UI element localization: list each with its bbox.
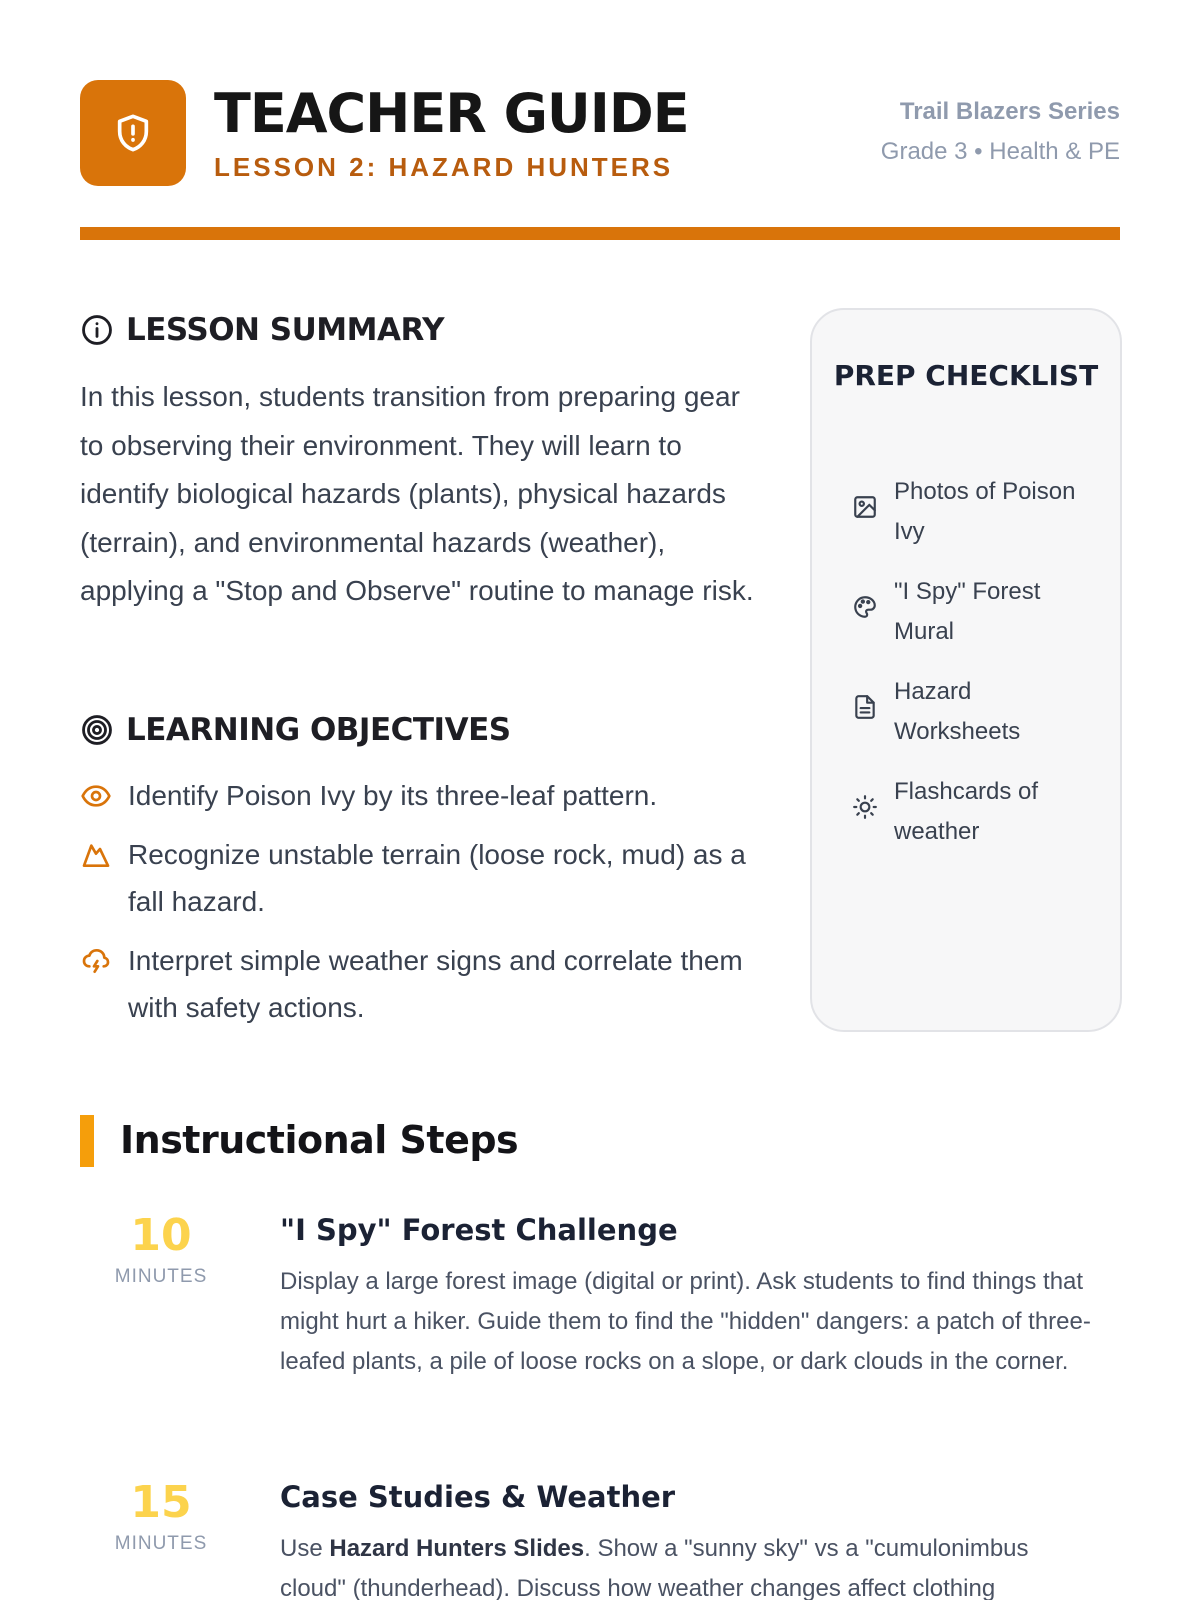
prep-item-text: "I Spy" Forest Mural	[894, 578, 1041, 645]
mountain-icon	[80, 839, 112, 871]
page-header	[80, 80, 1120, 190]
step-description: Display a large forest image (digital or print). Ask students to find things that might hurt a hiker. Guide them to find the "hidden" dangers: a patch of three-leafed plants, a pile of loose rocks on a slope, or dark clouds in the corner.	[280, 1268, 1091, 1375]
shield-alert-icon	[113, 113, 153, 153]
step-duration	[110, 1210, 212, 1290]
eye-icon	[80, 780, 112, 812]
storm-cloud-icon	[80, 945, 112, 977]
lesson-subtitle: LESSON 2: HAZARD HUNTERS	[214, 152, 674, 182]
page-title: TEACHER GUIDE	[214, 82, 689, 145]
palette-icon	[852, 594, 878, 620]
prep-checklist-title: PREP CHECKLIST	[833, 359, 1099, 392]
list-item	[852, 572, 1092, 652]
prep-checklist-card	[810, 308, 1122, 1032]
step-minutes-unit: MINUTES	[114, 1533, 208, 1554]
step-duration	[110, 1477, 212, 1557]
series-name: Trail Blazers Series	[899, 98, 1120, 125]
steps-heading: Instructional Steps	[120, 1118, 519, 1162]
list-item	[852, 772, 1092, 852]
step-title: "I Spy" Forest Challenge	[280, 1213, 678, 1247]
list-item	[852, 472, 1092, 552]
step-text-pre: Use	[280, 1535, 330, 1562]
objectives-list	[80, 772, 770, 1043]
summary-heading-label: LESSON SUMMARY	[126, 312, 445, 348]
list-item	[80, 772, 770, 819]
step-resource-name: Hazard Hunters Slides	[329, 1535, 585, 1562]
info-circle-icon	[80, 313, 114, 347]
list-item	[852, 672, 1092, 752]
step-minutes: 15	[130, 1477, 192, 1528]
grade-subject: Grade 3 • Health & PE	[880, 138, 1120, 165]
prep-item-text: Flashcards of weather	[894, 778, 1039, 845]
prep-item-text: Photos of Poison Ivy	[894, 478, 1076, 545]
summary-heading	[80, 312, 444, 348]
objective-text: Identify Poison Ivy by its three-leaf pattern.	[128, 780, 658, 811]
image-icon	[852, 494, 878, 520]
header-divider	[80, 227, 1120, 240]
document-icon	[852, 694, 878, 720]
step-title: Case Studies & Weather	[280, 1480, 676, 1514]
summary-text: In this lesson, students transition from preparing gear to observing their environment. They will learn to identify biological hazards (plants), physical hazards (terrain), and environmental hazards (weather), applying a "Stop and Observe" routine to manage risk.	[80, 381, 754, 606]
objectives-heading-label: LEARNING OBJECTIVES	[126, 712, 511, 748]
steps-accent-bar	[80, 1115, 94, 1167]
prep-checklist	[852, 472, 1092, 872]
objectives-heading	[80, 712, 511, 748]
list-item	[80, 831, 770, 925]
sun-icon	[852, 794, 878, 820]
step-minutes-unit: MINUTES	[114, 1266, 208, 1287]
objective-text: Interpret simple weather signs and correlate them with safety actions.	[128, 945, 743, 1023]
step-minutes: 10	[130, 1210, 192, 1261]
logo	[80, 80, 186, 186]
step-text-post: . Show a "sunny sky" vs a "cumulonimbus cloud" (thunderhead). Discuss how weather changes affect clothing	[280, 1535, 1029, 1600]
prep-item-text: Hazard Worksheets	[894, 678, 1021, 745]
objective-text: Recognize unstable terrain (loose rock, mud) as a fall hazard.	[128, 839, 746, 917]
list-item	[80, 937, 770, 1031]
step-description	[280, 1529, 1100, 1600]
target-icon	[80, 713, 114, 747]
